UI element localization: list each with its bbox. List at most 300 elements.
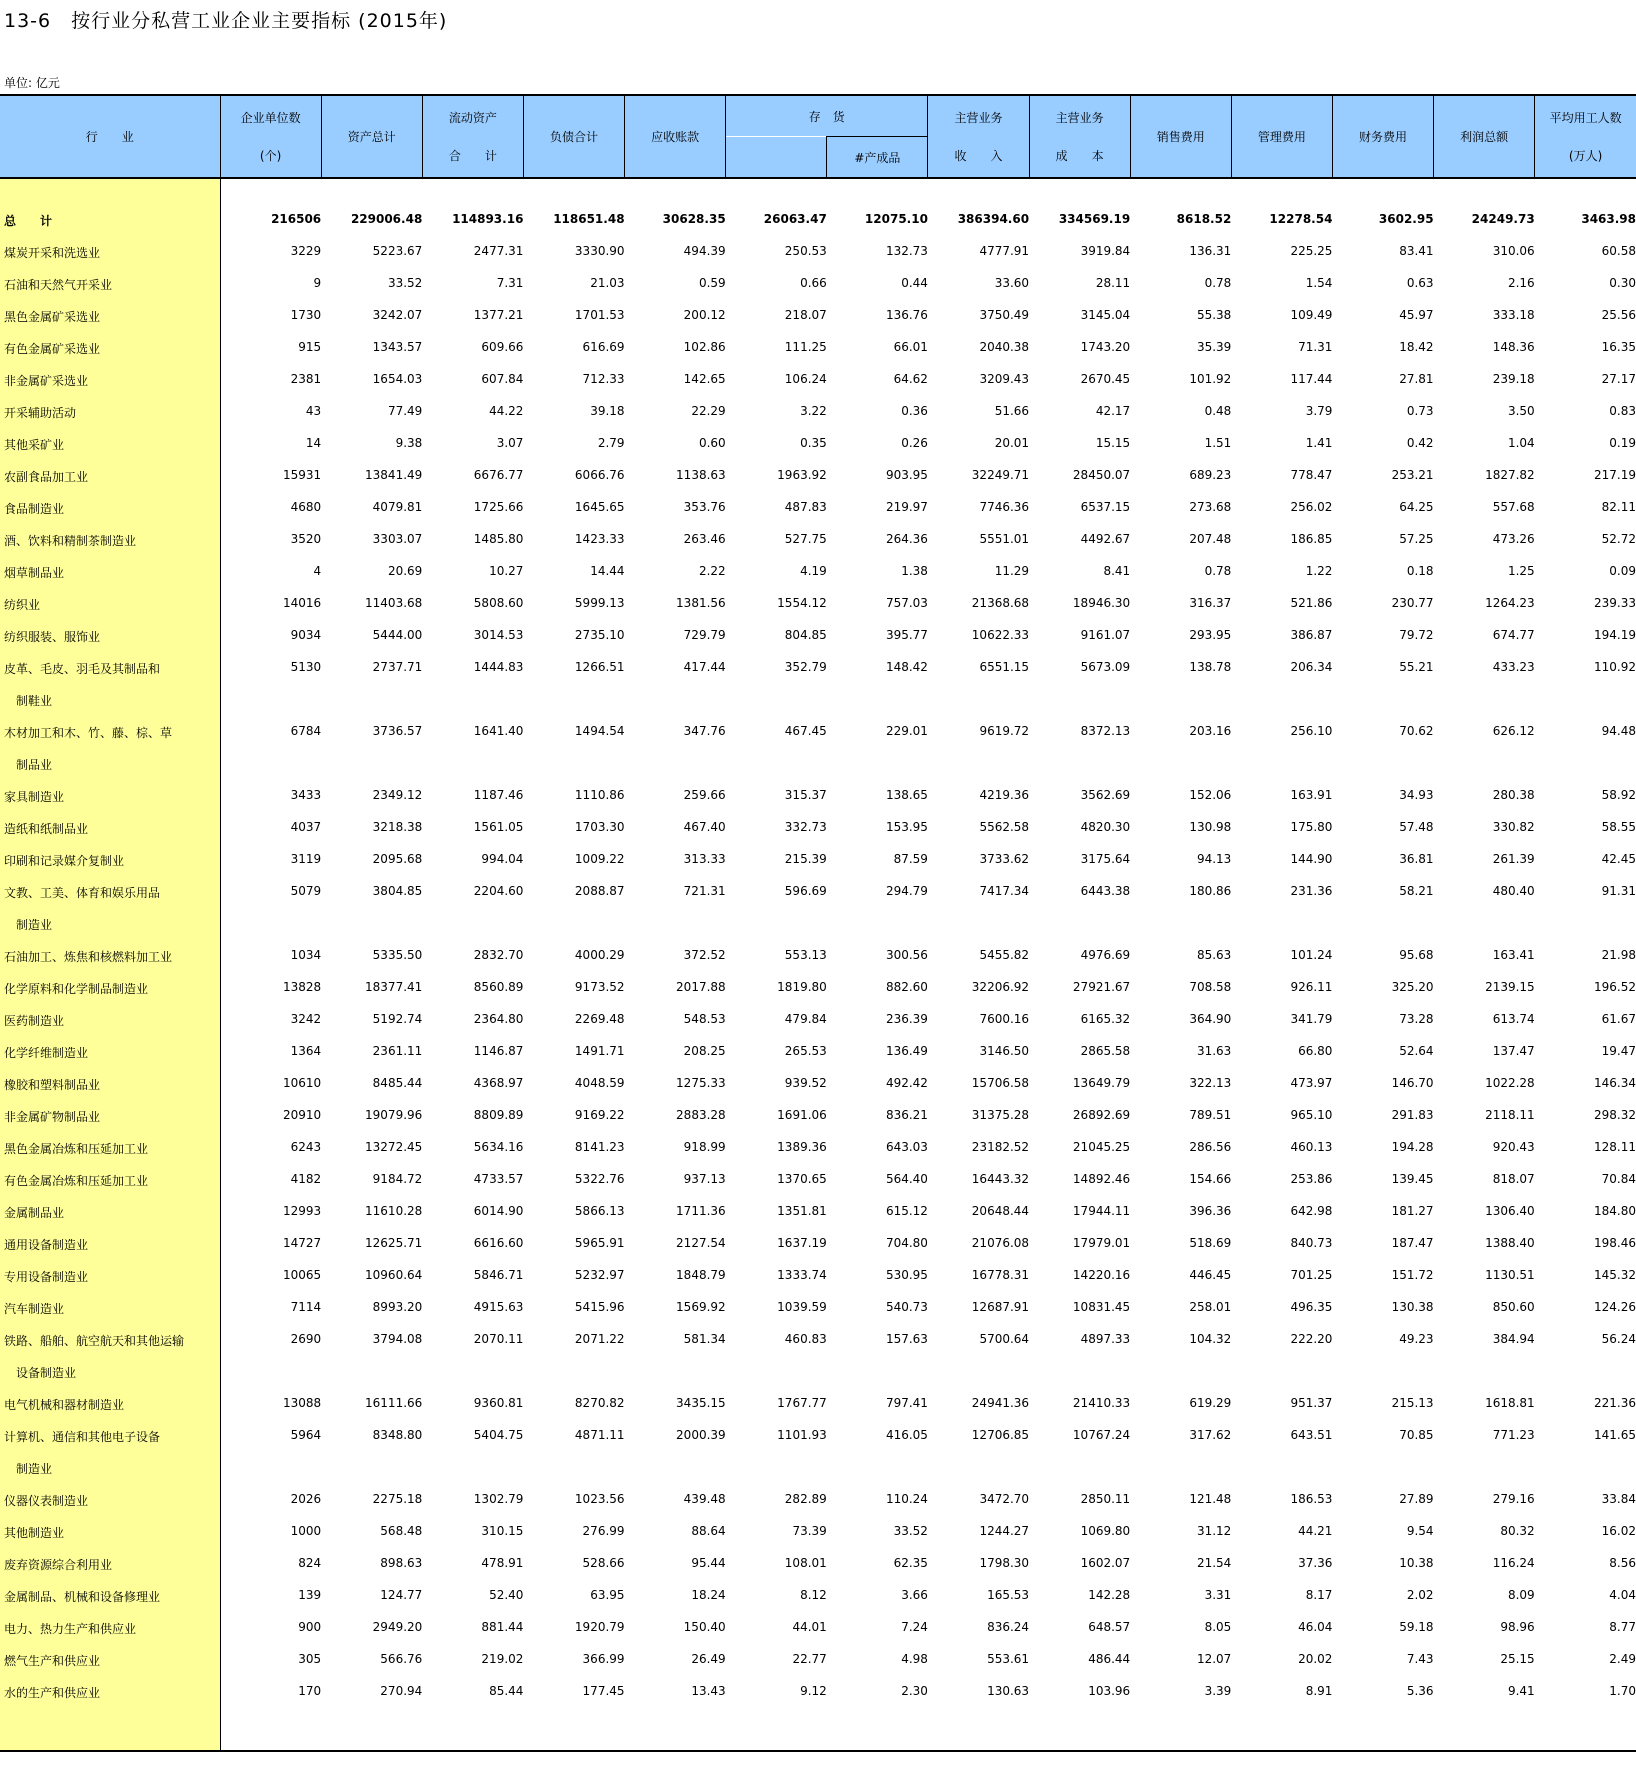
table-cell: 1.70 [1609, 1684, 1636, 1698]
industry-name: 电气机械和器材制造业 [0, 1396, 220, 1428]
industry-name: 专用设备制造业 [0, 1268, 220, 1300]
table-cell: 177.45 [582, 1684, 625, 1698]
table-cell: 10767.24 [1072, 1428, 1131, 1442]
industry-name: 金属制品业 [0, 1204, 220, 1236]
header-enterprises [220, 95, 321, 178]
table-cell: 5223.67 [372, 244, 423, 258]
industry-name: 金属制品、机械和设备修理业 [0, 1588, 220, 1620]
table-row [0, 340, 1636, 372]
table-cell [1434, 1460, 1535, 1492]
table-cell: 136.31 [1189, 244, 1232, 258]
table-cell: 300.56 [885, 948, 928, 962]
table-bottom-rule [0, 1750, 1636, 1752]
header-enterprises-line1: 企业单位数 [240, 110, 301, 125]
table-cell [220, 1716, 321, 1750]
table-cell: 298.32 [1594, 1108, 1636, 1122]
table-cell: 221.36 [1594, 1396, 1636, 1410]
table-cell: 2850.11 [1080, 1492, 1131, 1506]
table-cell: 1302.79 [473, 1492, 524, 1506]
industry-name: 印刷和记录媒介复制业 [0, 852, 220, 884]
table-cell: 215.39 [784, 852, 827, 866]
industry-name: 水的生产和供应业 [0, 1684, 220, 1716]
industry-name: 酒、饮料和精制茶制造业 [0, 532, 220, 564]
table-cell: 926.11 [1290, 980, 1333, 994]
table-cell [928, 178, 1029, 212]
table-cell: 712.33 [582, 372, 625, 386]
table-cell: 11.29 [994, 564, 1030, 578]
table-cell: 8.56 [1609, 1556, 1636, 1570]
table-cell: 4915.63 [473, 1300, 524, 1314]
industry-name: 家具制造业 [0, 788, 220, 820]
table-cell: 648.57 [1088, 1620, 1131, 1634]
table-cell: 1069.80 [1080, 1524, 1131, 1538]
table-cell: 1569.92 [676, 1300, 726, 1314]
table-row [0, 1332, 1636, 1364]
table-cell: 70.85 [1399, 1428, 1434, 1442]
table-cell: 79.72 [1399, 628, 1434, 642]
table-cell: 5846.71 [473, 1268, 524, 1282]
table-cell: 20648.44 [971, 1204, 1030, 1218]
table-cell [523, 1364, 624, 1396]
table-cell [1332, 916, 1433, 948]
table-cell: 293.95 [1189, 628, 1232, 642]
table-cell: 3463.98 [1581, 212, 1636, 226]
industry-name: 铁路、船舶、航空航天和其他运输 [0, 1332, 220, 1364]
table-cell: 71.31 [1298, 340, 1333, 354]
table-cell: 8560.89 [473, 980, 524, 994]
table-cell: 101.92 [1189, 372, 1232, 386]
header-industry: 行 业 [0, 95, 220, 178]
table-row [0, 1364, 1636, 1396]
table-cell: 3229 [290, 244, 322, 258]
table-cell [726, 756, 827, 788]
header-revenue [928, 95, 1029, 178]
table-cell: 1963.92 [777, 468, 827, 482]
table-cell: 3209.43 [979, 372, 1030, 386]
table-cell: 14727 [282, 1236, 322, 1250]
table-cell: 915 [298, 340, 322, 354]
table-cell: 30628.35 [662, 212, 726, 226]
table-cell: 1130.51 [1485, 1268, 1535, 1282]
table-cell: 265.53 [784, 1044, 827, 1058]
table-cell: 3602.95 [1378, 212, 1434, 226]
table-cell [1130, 1364, 1231, 1396]
table-cell: 10.27 [489, 564, 524, 578]
table-cell: 144.90 [1290, 852, 1333, 866]
table-cell: 21.54 [1196, 1556, 1232, 1570]
table-cell: 0.63 [1406, 276, 1434, 290]
table-cell: 15.15 [1095, 436, 1131, 450]
table-cell: 13272.45 [365, 1140, 423, 1154]
table-cell: 138.78 [1189, 660, 1232, 674]
table-cell: 207.48 [1189, 532, 1232, 546]
table-row [0, 788, 1636, 820]
table-cell: 689.23 [1189, 468, 1232, 482]
table-cell: 264.36 [885, 532, 928, 546]
table-cell: 51.66 [994, 404, 1030, 418]
table-cell: 186.53 [1290, 1492, 1333, 1506]
table-cell: 11403.68 [365, 596, 423, 610]
table-cell: 170 [298, 1684, 322, 1698]
table-cell: 217.19 [1594, 468, 1636, 482]
table-cell: 218.07 [784, 308, 827, 322]
header-current-assets-line1: 流动资产 [448, 110, 497, 125]
table-cell: 206.34 [1290, 660, 1333, 674]
table-cell [1332, 692, 1433, 724]
table-cell: 137.47 [1492, 1044, 1535, 1058]
table-cell [1231, 178, 1332, 212]
header-total-assets: 资产总计 [321, 95, 422, 178]
table-cell: 6784 [290, 724, 322, 738]
table-cell: 4680 [290, 500, 322, 514]
table-cell: 5562.58 [979, 820, 1030, 834]
table-cell: 136.49 [885, 1044, 928, 1058]
table-cell: 73.39 [792, 1524, 827, 1538]
table-cell: 1554.12 [777, 596, 827, 610]
table-cell: 3.39 [1204, 1684, 1232, 1698]
table-cell: 7114 [290, 1300, 322, 1314]
table-cell [1231, 692, 1332, 724]
table-cell: 70.84 [1601, 1172, 1636, 1186]
table-cell: 6443.38 [1080, 884, 1131, 898]
table-cell: 1351.81 [777, 1204, 827, 1218]
table-row [0, 1236, 1636, 1268]
table-cell: 5999.13 [574, 596, 625, 610]
table-cell: 44.01 [792, 1620, 827, 1634]
table-cell [625, 1460, 726, 1492]
table-cell: 150.40 [683, 1620, 726, 1634]
table-cell: 2670.45 [1080, 372, 1131, 386]
table-cell: 146.34 [1594, 1076, 1636, 1090]
table-cell: 103.96 [1088, 1684, 1131, 1698]
table-cell: 480.40 [1492, 884, 1535, 898]
table-cell: 24941.36 [971, 1396, 1030, 1410]
table-cell: 148.36 [1492, 340, 1535, 354]
header-cost-line2: 成 本 [1055, 148, 1104, 163]
table-cell: 1.04 [1507, 436, 1535, 450]
table-cell: 117.44 [1290, 372, 1333, 386]
table-cell: 259.66 [683, 788, 726, 802]
table-cell: 16443.32 [971, 1172, 1030, 1186]
industry-name: 黑色金属冶炼和压延加工业 [0, 1140, 220, 1172]
table-cell: 674.77 [1492, 628, 1535, 642]
table-cell: 9034 [290, 628, 322, 642]
table-cell: 5808.60 [473, 596, 524, 610]
table-cell: 5130 [290, 660, 322, 674]
table-cell: 557.68 [1492, 500, 1535, 514]
table-cell: 701.25 [1290, 1268, 1333, 1282]
table-cell: 5673.09 [1080, 660, 1131, 674]
table-cell: 142.65 [683, 372, 726, 386]
table-cell: 46.04 [1298, 1620, 1333, 1634]
industry-name: 造纸和纸制品业 [0, 820, 220, 852]
table-cell: 66.80 [1298, 1044, 1333, 1058]
table-cell: 21.03 [590, 276, 625, 290]
table-cell [625, 756, 726, 788]
industry-name: 电力、热力生产和供应业 [0, 1620, 220, 1652]
table-cell: 9184.72 [372, 1172, 423, 1186]
table-cell: 22.77 [792, 1652, 827, 1666]
table-cell: 564.40 [885, 1172, 928, 1186]
table-cell: 1701.53 [574, 308, 625, 322]
table-cell: 20.02 [1298, 1652, 1333, 1666]
table-cell: 1110.86 [574, 788, 625, 802]
table-cell: 2.22 [698, 564, 726, 578]
table-cell: 18.24 [691, 1588, 726, 1602]
table-cell: 6676.77 [473, 468, 524, 482]
table-cell [1231, 1460, 1332, 1492]
table-cell: 273.68 [1189, 500, 1232, 514]
table-cell: 527.75 [784, 532, 827, 546]
table-cell: 616.69 [582, 340, 625, 354]
table-row [0, 372, 1636, 404]
table-cell: 4182 [290, 1172, 322, 1186]
table-cell: 14892.46 [1072, 1172, 1131, 1186]
table-cell: 8348.80 [372, 1428, 423, 1442]
table-cell: 270.94 [380, 1684, 423, 1698]
table-cell: 1146.87 [473, 1044, 524, 1058]
table-cell: 256.10 [1290, 724, 1333, 738]
table-cell: 8485.44 [372, 1076, 423, 1090]
header-inventory: 存 货 [726, 95, 928, 137]
table-cell [928, 1716, 1029, 1750]
table-cell: 1819.80 [777, 980, 827, 994]
table-cell: 2949.20 [372, 1620, 423, 1634]
industry-name: 制造业 [0, 1460, 220, 1492]
table-cell [1332, 1460, 1433, 1492]
table-cell: 609.66 [481, 340, 524, 354]
table-row [0, 916, 1636, 948]
table-cell: 2269.48 [574, 1012, 625, 1026]
table-cell: 208.25 [683, 1044, 726, 1058]
table-cell [1029, 756, 1130, 788]
table-cell: 341.79 [1290, 1012, 1333, 1026]
table-cell: 487.83 [784, 500, 827, 514]
table-cell: 3242 [290, 1012, 322, 1026]
table-cell: 5322.76 [574, 1172, 625, 1186]
table-cell: 16778.31 [971, 1268, 1030, 1282]
table-cell: 130.98 [1189, 820, 1232, 834]
table-cell: 22.29 [691, 404, 726, 418]
table-cell [422, 1716, 523, 1750]
table-cell: 132.73 [885, 244, 928, 258]
table-cell: 60.58 [1601, 244, 1636, 258]
table-cell: 198.46 [1594, 1236, 1636, 1250]
table-cell: 2000.39 [676, 1428, 726, 1442]
table-cell: 7.43 [1406, 1652, 1434, 1666]
table-cell: 26.49 [691, 1652, 726, 1666]
table-cell: 1009.22 [574, 852, 625, 866]
table-cell: 229006.48 [350, 212, 423, 226]
table-cell [827, 916, 928, 948]
table-cell [1434, 756, 1535, 788]
table-cell: 2204.60 [473, 884, 524, 898]
table-cell: 7746.36 [979, 500, 1030, 514]
table-cell: 3014.53 [473, 628, 524, 642]
industry-name: 总 计 [0, 212, 220, 244]
table-cell [1231, 1716, 1332, 1750]
table-cell: 2088.87 [574, 884, 625, 898]
table-cell: 12.07 [1196, 1652, 1232, 1666]
table-cell [1332, 756, 1433, 788]
table-cell: 43 [305, 404, 322, 418]
table-cell: 106.24 [784, 372, 827, 386]
table-cell: 7.31 [496, 276, 524, 290]
table-cell: 3330.90 [574, 244, 625, 258]
table-cell: 2690 [290, 1332, 322, 1346]
table-cell: 146.70 [1391, 1076, 1434, 1090]
table-cell: 1022.28 [1485, 1076, 1535, 1090]
industry-name: 文教、工美、体育和娱乐用品 [0, 884, 220, 916]
table-cell: 1767.77 [777, 1396, 827, 1410]
header-selling-expenses: 销售费用 [1130, 95, 1231, 178]
table-cell: 882.60 [885, 980, 928, 994]
table-row [0, 1620, 1636, 1652]
table-cell [1231, 1364, 1332, 1396]
table-cell: 353.76 [683, 500, 726, 514]
table-cell: 2477.31 [473, 244, 524, 258]
table-cell: 128.11 [1594, 1140, 1636, 1154]
table-cell: 9360.81 [473, 1396, 524, 1410]
table-cell: 56.24 [1601, 1332, 1636, 1346]
table-cell: 145.32 [1594, 1268, 1636, 1282]
table-cell: 3218.38 [372, 820, 423, 834]
table-cell: 1000 [290, 1524, 322, 1538]
table-cell: 643.51 [1290, 1428, 1333, 1442]
table-cell: 73.28 [1399, 1012, 1434, 1026]
table-cell: 52.40 [489, 1588, 524, 1602]
table-cell: 1138.63 [676, 468, 726, 482]
table-cell [422, 692, 523, 724]
table-cell: 139 [298, 1588, 322, 1602]
table-cell [827, 1716, 928, 1750]
table-cell: 124.77 [380, 1588, 423, 1602]
table-cell: 4000.29 [574, 948, 625, 962]
table-cell: 1343.57 [372, 340, 423, 354]
header-revenue-line2: 收 入 [954, 148, 1003, 163]
table-cell: 136.76 [885, 308, 928, 322]
table-cell: 17944.11 [1072, 1204, 1131, 1218]
table-cell: 2349.12 [372, 788, 423, 802]
table-cell: 5079 [290, 884, 322, 898]
table-cell: 203.16 [1189, 724, 1232, 738]
table-cell: 6551.15 [979, 660, 1030, 674]
table-row [0, 1460, 1636, 1492]
table-cell: 27.81 [1399, 372, 1434, 386]
table-cell: 17979.01 [1072, 1236, 1131, 1250]
table-cell: 34.93 [1399, 788, 1434, 802]
table-cell: 1494.54 [574, 724, 625, 738]
table-cell: 85.63 [1196, 948, 1232, 962]
table-cell: 10622.33 [971, 628, 1030, 642]
table-cell: 1602.07 [1080, 1556, 1131, 1570]
spacer-row [0, 1716, 1636, 1750]
table-cell: 25.15 [1500, 1652, 1535, 1666]
table-cell: 305 [298, 1652, 322, 1666]
table-cell: 850.60 [1492, 1300, 1535, 1314]
table-cell: 818.07 [1492, 1172, 1535, 1186]
table-row [0, 1172, 1636, 1204]
table-cell: 194.28 [1391, 1140, 1434, 1154]
table-cell: 518.69 [1189, 1236, 1232, 1250]
table-cell: 21.98 [1601, 948, 1636, 962]
table-cell: 3119 [290, 852, 322, 866]
table-cell: 3.22 [800, 404, 827, 418]
table-cell [625, 916, 726, 948]
header-current-assets-line2: 合 计 [448, 148, 497, 163]
header-employees-line1: 平均用工人数 [1549, 110, 1622, 125]
industry-name: 有色金属矿采选业 [0, 340, 220, 372]
table-cell: 0.66 [800, 276, 827, 290]
table-cell: 14.44 [590, 564, 625, 578]
table-cell: 7417.34 [979, 884, 1030, 898]
table-cell: 1725.66 [473, 500, 524, 514]
industry-name: 煤炭开采和洗选业 [0, 244, 220, 276]
table-cell: 965.10 [1290, 1108, 1333, 1122]
table-cell: 460.13 [1290, 1140, 1333, 1154]
header-cost-line1: 主营业务 [1055, 110, 1104, 125]
industry-name: 化学纤维制造业 [0, 1044, 220, 1076]
table-cell: 28450.07 [1072, 468, 1131, 482]
table-cell: 3435.15 [676, 1396, 726, 1410]
table-cell: 553.61 [987, 1652, 1030, 1666]
table-cell: 91.31 [1601, 884, 1636, 898]
table-cell: 704.80 [885, 1236, 928, 1250]
table-cell: 0.42 [1406, 436, 1434, 450]
table-cell: 3145.04 [1080, 308, 1131, 322]
header-total-profits: 利润总额 [1434, 95, 1535, 178]
table-cell [726, 1716, 827, 1750]
table-row [0, 948, 1636, 980]
table-cell: 903.95 [885, 468, 928, 482]
table-cell: 141.65 [1594, 1428, 1636, 1442]
table-cell: 3750.49 [979, 308, 1030, 322]
table-row [0, 628, 1636, 660]
table-row [0, 1204, 1636, 1236]
table-cell: 35.39 [1196, 340, 1232, 354]
table-cell [1130, 916, 1231, 948]
data-table-container [0, 94, 1636, 1750]
table-cell: 333.18 [1492, 308, 1535, 322]
table-cell: 4871.11 [574, 1428, 625, 1442]
table-row [0, 308, 1636, 340]
table-cell [321, 1716, 422, 1750]
table-cell: 4820.30 [1080, 820, 1131, 834]
table-cell: 528.66 [582, 1556, 625, 1570]
table-cell: 10960.64 [365, 1268, 423, 1282]
table-cell: 9.38 [395, 436, 423, 450]
table-cell: 540.73 [885, 1300, 928, 1314]
table-cell: 881.44 [481, 1620, 524, 1634]
industry-name: 非金属矿物制品业 [0, 1108, 220, 1140]
table-cell: 1827.82 [1485, 468, 1535, 482]
table-cell [523, 1716, 624, 1750]
table-cell: 11610.28 [365, 1204, 423, 1218]
table-cell: 1798.30 [979, 1556, 1030, 1570]
table-cell: 0.18 [1406, 564, 1434, 578]
table-cell [1332, 1364, 1433, 1396]
table-cell: 27.17 [1601, 372, 1636, 386]
table-cell: 548.53 [683, 1012, 726, 1026]
table-cell: 4897.33 [1080, 1332, 1131, 1346]
table-cell: 26063.47 [763, 212, 827, 226]
table-cell: 10065 [282, 1268, 322, 1282]
table-cell [1332, 1716, 1433, 1750]
table-cell: 108.01 [784, 1556, 827, 1570]
table-cell: 2071.22 [574, 1332, 625, 1346]
table-cell [1029, 178, 1130, 212]
table-cell: 26892.69 [1072, 1108, 1131, 1122]
